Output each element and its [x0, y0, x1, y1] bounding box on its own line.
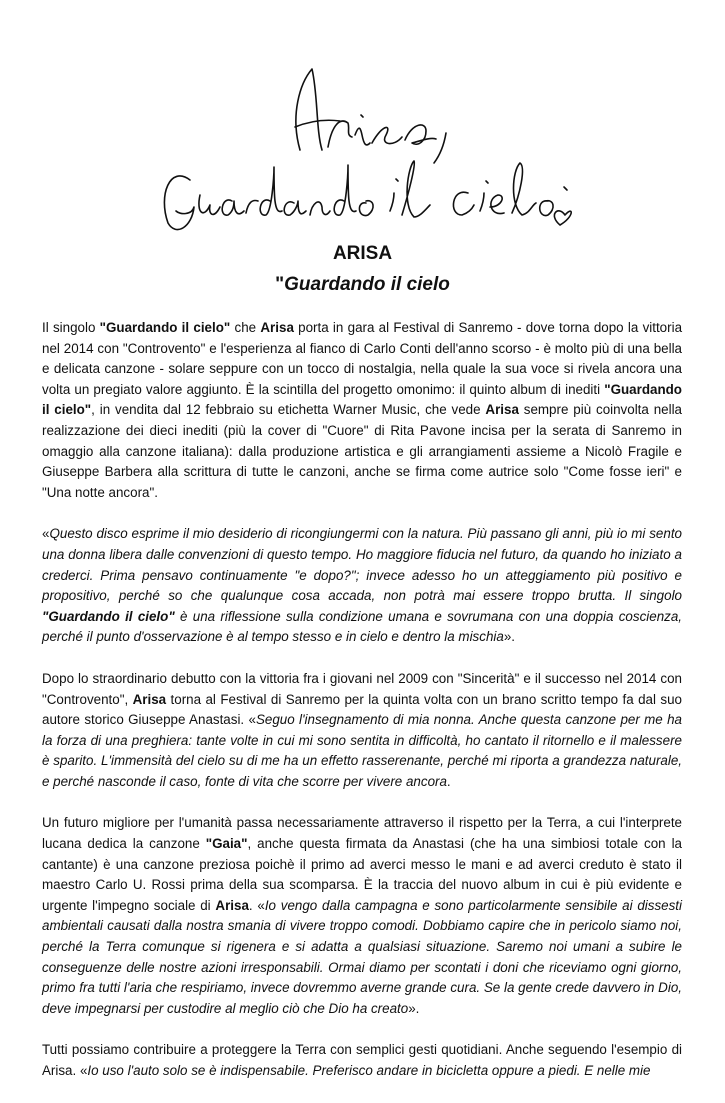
page-title-song	[0, 274, 725, 296]
text-run: "Guardando il cielo"	[99, 320, 231, 335]
text-run: ».	[408, 1000, 420, 1016]
paragraph-5	[42, 1040, 682, 1081]
text-run: Arisa	[215, 897, 249, 913]
text-run: , in vendita dal 12 febbraio su etichetta Warner Music, che vede	[91, 402, 486, 418]
page-title-artist: ARISA	[332, 243, 393, 264]
text-run: Arisa	[260, 320, 294, 335]
text-run: . «	[248, 897, 265, 913]
text-run: "Gaia"	[205, 836, 248, 852]
text-run: Seguo l'insegnamento di mia nonna. Anche questa canzone per me ha la forza di una preghiera: tante volte in cui mi sono sentita in difficoltà, ho cantato il ritornello e il malessere è sparito. L'immensità del cielo su di me ha un effetto rasserenante, perché mi riporta a grandezza naturale, e perché nasconde il caso, fonte di vita che scorre per vivere ancora	[42, 712, 683, 789]
text-run: sempre più coinvolta nella realizzazione dei dieci inediti (più la cover di "Cuore" di Rita Pavone incisa per la serata di Sanremo in omaggio alla canzone italiana): dalla produzione artistica e gli arrangiamenti assieme a Nicolò Fragile e Giuseppe Barbera alla scrittura di tutte le canzoni, anche se firma come autrice solo "Come fosse ieri" e "Una notte ancora".	[42, 402, 682, 500]
text-run: porta in gara al Festival di Sanremo - dove torna dopo la vittoria nel 2014 con "Controvento" e l'esperienza al fianco di Carlo Conti dell'anno scorso - è molto più di una bella e delicata canzone - solare seppure con un tocco di nostalgia, nella quale la sua voce si rivela ancora una volta un pregiato valore aggiunto. È la scintilla del progetto omonimo: il quinto album di inediti	[42, 320, 683, 397]
paragraph-4	[42, 813, 682, 1019]
text-run: torna al Festival di Sanremo per la quinta volta con un brano scritto tempo fa dal suo autore storico Giuseppe Anastasi. «	[42, 691, 682, 728]
signature-text: Arisa, Guardando il cielo	[150, 55, 161, 56]
text-run: ».	[503, 629, 515, 645]
paragraph-2	[42, 524, 682, 648]
paragraph-1	[42, 318, 682, 503]
title-song-name: Guardando il cielo	[284, 274, 450, 295]
text-run: , anche questa firmata da Anastasi (che ha una simbiosi totale con la cantante) è una canzone preziosa poichè il primo ad averci messo le mani e ad averci creduto è stato il maestro Carlo U. Rossi prima della sua scomparsa. È la traccia del nuovo album in cui è più evidente e urgente l'impegno sociale di	[42, 836, 682, 913]
handwritten-signature	[150, 55, 590, 245]
text-run: .	[446, 773, 451, 789]
text-run: "Guardando il cielo"	[42, 381, 682, 418]
text-run: Io vengo dalla campagna e sono particolarmente sensibile ai dissesti ambientali causati dalla nostra smania di vivere troppo comodi. Dobbiamo capire che in pericolo siamo noi, perché la Terra comunque si rigenera e si adatta a qualsiasi situazione. Saremo noi umani a subire le conseguenze delle nostre azioni irresponsabili. Ormai diamo per scontati i doni che riceviamo ogni giorno, primo fra tutti l'aria che respiriamo, invece dovremmo averne grande cura. Se la gente crede davvero in Dio, deve impegnarsi per custodire al meglio ciò che Dio ha creato	[42, 897, 682, 1016]
text-run: Questo disco esprime il mio desiderio di ricongiungermi con la natura. Più passano gli anni, più io mi sento una donna libera dalle convenzioni di questo tempo. Ho maggiore fiducia nel futuro, da quando ho iniziato a crederci. Prima pensavo continuamente "e dopo?"; invece adesso ho un atteggiamento più positivo e propositivo, perché so che qualunque cosa accada, non potrà mai essere troppo brutta. Il singolo	[42, 526, 682, 604]
text-run: Arisa	[485, 402, 519, 418]
text-run: Tutti possiamo contribuire a proteggere la Terra con semplici gesti quotidiani. Anche seguendo l'esempio di Arisa. «	[42, 1042, 682, 1078]
title-quote: "	[275, 274, 285, 295]
text-run: Un futuro migliore per l'umanità passa necessariamente attraverso il rispetto per la Terra, a cui l'interprete lucana dedica la canzone	[42, 815, 682, 852]
text-run: "Guardando il cielo"	[42, 608, 175, 624]
text-run: Arisa	[132, 691, 167, 707]
paragraph-3	[42, 669, 682, 793]
text-run: Io uso l'auto solo se è indispensabile. Preferisco andare in bicicletta oppure a piedi. E nelle mie	[87, 1063, 651, 1078]
text-run: «	[42, 526, 50, 542]
text-run: Il singolo	[42, 320, 100, 335]
article-body	[42, 318, 682, 1103]
text-run: Dopo lo straordinario debutto con la vittoria fra i giovani nel 2009 con "Sincerità" e il successo nel 2014 con "Controvento",	[42, 670, 682, 707]
text-run: è una riflessione sulla condizione umana e sovrumana con una doppia coscienza, perché il punto d'osservazione è al tempo stesso e in cielo e dentro la mischia	[42, 608, 682, 645]
text-run: che	[230, 320, 261, 335]
